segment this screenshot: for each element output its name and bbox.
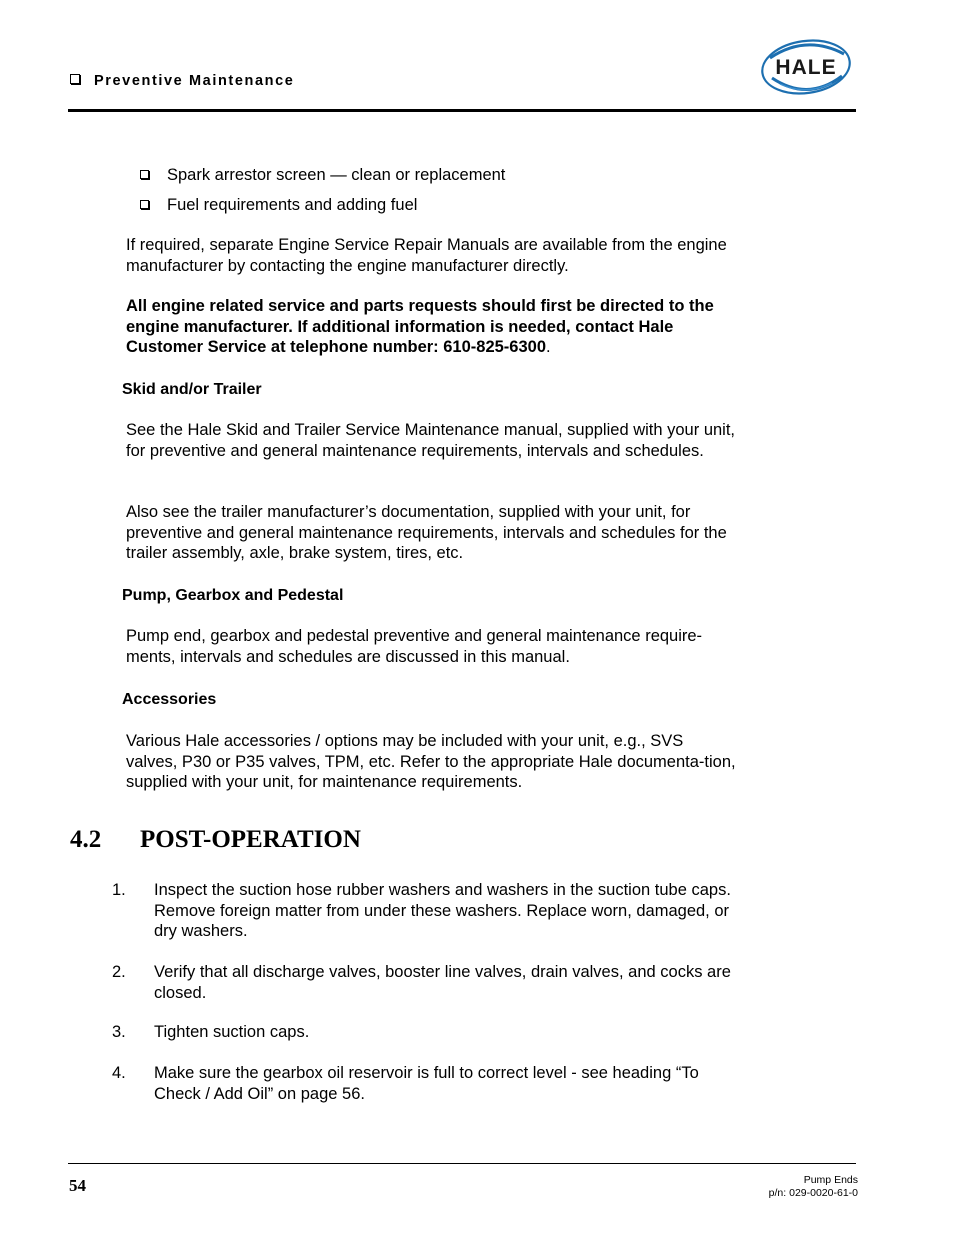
pump-paragraph: Pump end, gearbox and pedestal preventive and general maintenance require-ments, intervals and schedules are discussed in this manual. <box>126 627 703 666</box>
page-number: 54 <box>69 1176 86 1195</box>
skid-trailer-heading: Skid and/or Trailer <box>122 381 262 398</box>
hale-logo <box>756 36 856 98</box>
step-text: Make sure the gearbox oil reservoir is full to correct level - see heading “To Check / Add Oil” on page 56. <box>154 1064 699 1103</box>
footer-rule <box>68 1163 856 1164</box>
checkbox-bullet-icon <box>140 200 149 209</box>
section-heading <box>70 826 361 854</box>
pump-gearbox-heading: Pump, Gearbox and Pedestal <box>122 587 344 604</box>
accessories-paragraph: Various Hale accessories / options may be included with your unit, e.g., SVS valves, P30 or P35 valves, TPM, etc. Refer to the appropriate Hale documenta-tion, supplied with your unit, for maintenance requirements. <box>126 732 736 791</box>
checkbox-bullet-icon <box>140 170 149 179</box>
step-text: Tighten suction caps. <box>154 1023 310 1041</box>
step-text: Inspect the suction hose rubber washers and washers in the suction tube caps. Remove foreign matter from under these washers. Replace worn, damaged, or dry washers. <box>154 881 731 940</box>
header-rule <box>68 109 856 112</box>
header-section-title: Preventive Maintenance <box>94 73 295 89</box>
step-number: 3. <box>112 1023 126 1041</box>
list-item: Spark arrestor screen — clean or replacement <box>140 165 505 185</box>
footer-part-number: p/n: 029-0020-61-0 <box>768 1187 858 1199</box>
engine-requests-paragraph: All engine related service and parts requests should first be directed to the engine manufacturer. If additional information is needed, contact Hale Customer Service at telephone number: 610-825-6300. <box>126 297 714 356</box>
step-number: 1. <box>112 881 126 899</box>
footer-doc-title: Pump Ends <box>803 1174 858 1186</box>
step-text: Verify that all discharge valves, booster line valves, drain valves, and cocks are closed. <box>154 963 731 1002</box>
skid-paragraph-2: Also see the trailer manufacturer’s documentation, supplied with your unit, for preventive and general maintenance requirements, intervals and schedules for the trailer assembly, axle, brake system, tires, etc. <box>126 503 727 562</box>
list-item: Fuel requirements and adding fuel <box>140 195 417 215</box>
engine-requests-bold-text: All engine related service and parts requests should first be directed to the engine manufacturer. If additional information is needed, contact Hale Customer Service at telephone number: 610-825-6300 <box>126 297 714 356</box>
skid-paragraph-1: See the Hale Skid and Trailer Service Maintenance manual, supplied with your unit, for preventive and general maintenance requirements, intervals and schedules. <box>126 421 736 460</box>
checkbox-bullet-icon <box>70 74 80 84</box>
logo-text: HALE <box>775 56 837 79</box>
engine-manuals-paragraph: If required, separate Engine Service Repair Manuals are available from the engine manufacturer by contacting the engine manufacturer directly. <box>126 236 727 275</box>
accessories-heading: Accessories <box>122 691 217 708</box>
section-title: POST-OPERATION <box>140 826 361 853</box>
footer-doc-info <box>769 1174 858 1200</box>
step-number: 4. <box>112 1064 126 1082</box>
step-number: 2. <box>112 963 126 981</box>
running-header <box>70 73 294 89</box>
section-number: 4.2 <box>70 826 102 853</box>
